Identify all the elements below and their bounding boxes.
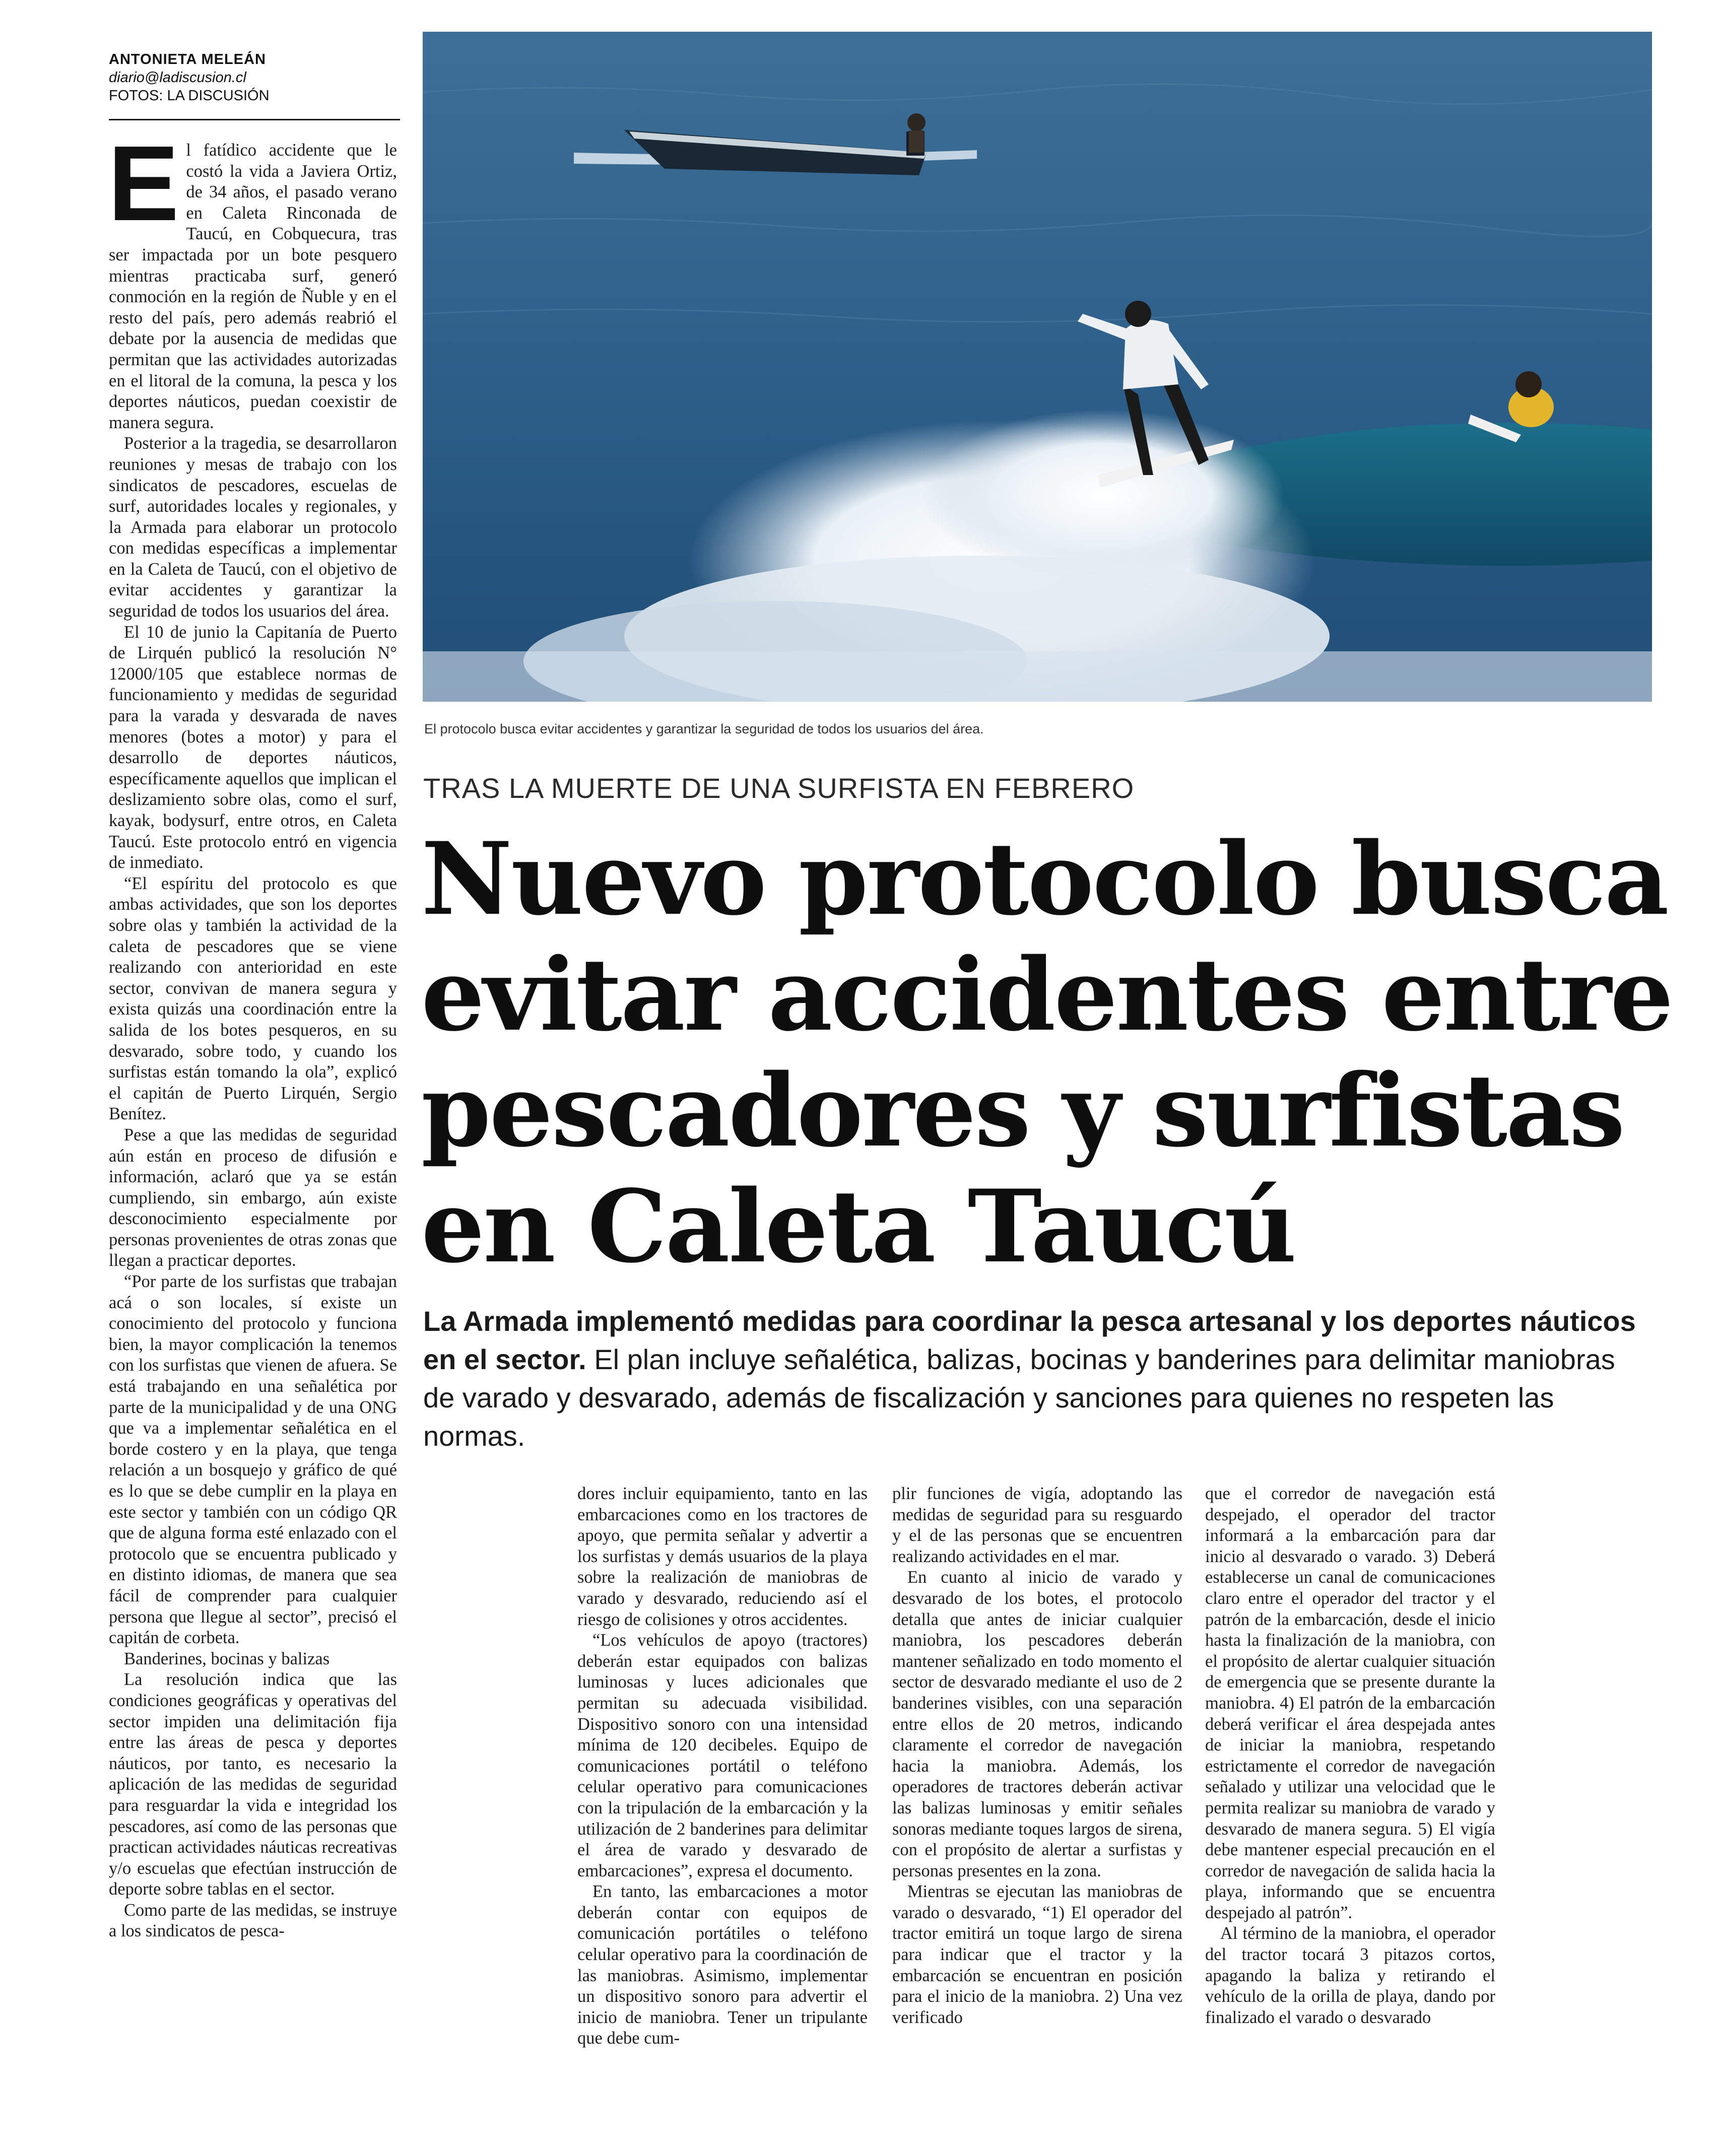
section-subhead: Banderines, bocinas y balizas xyxy=(124,1649,330,1668)
photo-caption: El protocolo busca evitar accidentes y garantizar la seguridad de todos los usuarios del área. xyxy=(424,721,984,736)
photo-credit: FOTOS: LA DISCUSIÓN xyxy=(109,88,270,104)
article-column-3 xyxy=(892,1484,1182,2028)
deck-rest: El plan incluye señalética, balizas, bocinas y banderines para delimitar maniobras de varado y desvarado, además de fiscalización y sanciones para quienes no respeten las normas. xyxy=(423,1343,1615,1452)
surf-photo-illustration xyxy=(423,32,1652,702)
deck xyxy=(423,1302,1652,1455)
article-paragraph: El fatídico accidente que le costó la vida a Javiera Ortiz, de 34 años, el pasado verano en Caleta Rinconada de Taucú, en Cobquecura, tras ser impactada por un bote pesquero mientras practicaba surf, generó conmoción en la región de Ñuble y en el resto del país, pero además reabrió el debate por la ausencia de medidas que permitan que las actividades autorizadas en el litoral de la comuna, la pesca y los deportes náuticos, puedan coexistir de manera segura. xyxy=(108,123,397,432)
article-column-4 xyxy=(1205,1484,1495,2028)
byline-divider xyxy=(109,119,400,120)
author-name: ANTONIETA MELEÁN xyxy=(109,51,266,68)
headline-line: pescadores y surfistas xyxy=(421,1052,1624,1169)
drop-cap: E xyxy=(108,123,179,243)
headline-line: evitar accidentes entre xyxy=(421,936,1672,1053)
article-paragraph: En tanto, las embarcaciones a motor deberán contar con equipos de comunicación portátiles o teléfono celular operativo para la coordinación de las maniobras. Asimismo, implementar un dispositivo sonoro para advertir el inicio de maniobra. Tener un tripulante que debe cum- xyxy=(577,1882,868,2048)
article-paragraph: El 10 de junio la Capitanía de Puerto de Lirquén publicó la resolución N° 12000/105 que establece normas de funcionamiento y medidas de seguridad para la varada y desvarada de naves menores (botes a motor) y para el desarrollo de deportes náuticos, específicamente aquellos que implican el deslizamiento sobre olas, como el surf, kayak, bodysurf, entre otros, en Caleta Taucú. Este protocolo entró en vigencia de inmediato. xyxy=(109,622,397,872)
kicker: TRAS LA MUERTE DE UNA SURFISTA EN FEBRERO xyxy=(423,772,1135,804)
headline-line: Nuevo protocolo busca xyxy=(421,820,1668,937)
article-column-1 xyxy=(108,123,397,1942)
article-paragraph: Mientras se ejecutan las maniobras de varado o desvarado, “1) El operador del tractor emitirá un toque largo de sirena para indicar que el tractor y la embarcación se encuentran en posición para el inicio de la maniobra. 2) Una vez verificado xyxy=(892,1882,1182,2027)
deck-lead: La Armada implementó medidas para coordinar la pesca artesanal y los deportes náuticos en el sector. xyxy=(423,1305,1636,1375)
article-paragraph: que el corredor de navegación está despejado, el operador del tractor informará a la embarcación para dar inicio al desvarado o varado. 3) Deberá establecerse un canal de comunicaciones claro entre el operador del tractor y el patrón de la embarcación, desde el inicio hasta la finalización de la maniobra, con el propósito de alertar cualquier situación de emergencia que se presente durante la maniobra. 4) El patrón de la embarcación deberá verificar el área despejada antes de iniciar la maniobra, respetando estrictamente el corredor de navegación señalado y utilizar una velocidad que le permita realizar su maniobra de varado y desvarado de manera segura. 5) El vigía debe mantener especial precaución en el corredor de navegación de salida hacia la playa, informando que se encuentra despejado al patrón”. xyxy=(1205,1484,1495,1922)
article-paragraph: “El espíritu del protocolo es que ambas actividades, que son los deportes sobre olas y también la actividad de la caleta de pescadores que se viene realizando con anterioridad en este sector, convivan de manera segura y exista quizás una coordinación entre la salida de los botes pesqueros, en su desvarado, sobre todo, y cuando los surfistas están tomando la ola”, explicó el capitán de Puerto Lirquén, Sergio Benítez. xyxy=(109,873,397,1124)
article-column-2 xyxy=(577,1484,868,2049)
article-paragraph: Al término de la maniobra, el operador del tractor tocará 3 pitazos cortos, apagando la baliza y retirando el vehículo de la orilla de playa, dando por finalizado el varado o desvarado xyxy=(1205,1924,1495,2027)
article-paragraph: Posterior a la tragedia, se desarrollaron reuniones y mesas de trabajo con los sindicatos de pescadores, escuelas de surf, autoridades locales y regionales, y la Armada para elaborar un protocolo con medidas específicas a implementar en la Caleta de Taucú, con el objetivo de evitar accidentes y garantizar la seguridad de todos los usuarios del área. xyxy=(109,434,397,621)
byline xyxy=(109,50,401,105)
article-paragraph: En cuanto al inicio de varado y desvarado de los botes, el protocolo detalla que antes de iniciar cualquier maniobra, los pescadores deberán mantener señalizado en todo momento el sector de desvarado mediante el uso de 2 banderines visibles, con una separación entre ellos de 20 metros, indicando claramente el corredor de navegación hacia la maniobra. Además, los operadores de tractores deberán activar las balizas luminosas y emitir señales sonoras mediante toques largos de sirena, con el propósito de alertar a surfistas y personas presentes en la zona. xyxy=(892,1568,1182,1880)
article-photo xyxy=(423,32,1652,702)
article-paragraph: Pese a que las medidas de seguridad aún están en proceso de difusión e información, aclaró que ya se están cumpliendo, sin embargo, aún existe desconocimiento especialmente por personas provenientes de otras zonas que llegan a practicar deportes. xyxy=(109,1125,397,1270)
author-email: diario@ladiscusion.cl xyxy=(109,70,246,86)
headline-line: en Caleta Taucú xyxy=(421,1168,1295,1285)
headline xyxy=(421,821,1671,1285)
article-paragraph: “Los vehículos de apoyo (tractores) deberán estar equipados con balizas luminosas y luces adicionales que permitan su adecuada visibilidad. Dispositivo sonoro con una intensidad mínima de 120 decibeles. Equipo de comunicaciones portátil o teléfono celular operativo para comunicaciones con la tripulación de la embarcación y la utilización de 2 banderines para delimitar el área de varado y desvarado de embarcaciones”, expresa el documento. xyxy=(577,1631,868,1880)
article-paragraph: dores incluir equipamiento, tanto en las embarcaciones como en los tractores de apoyo, que permita señalar y advertir a los surfistas y demás usuarios de la playa sobre la realización de maniobras de varado y desvarado, reduciendo así el riesgo de colisiones y otros accidentes. xyxy=(577,1484,868,1629)
article-paragraph: plir funciones de vigía, adoptando las medidas de seguridad para su resguardo y el de las personas que se encuentren realizando actividades en el mar. xyxy=(892,1484,1182,1566)
article-paragraph: Como parte de las medidas, se instruye a los sindicatos de pesca- xyxy=(109,1900,397,1941)
article-paragraph: “Por parte de los surfistas que trabajan acá o son locales, sí existe un conocimiento del protocolo y funciona bien, la mayor complicación la tenemos con los surfistas que vienen de afuera. Se está trabajando en una señalética por parte de la municipalidad y de una ONG que va a implementar señalética en el borde costero y en la playa, que tenga relación a un bosquejo y gráfico de qué es lo que se debe cumplir en la playa en este sector y también con un código QR que de alguna forma esté enlazado con el protocolo que se encuentra publicado y en distinto idiomas, de manera que sea fácil de comprender para cualquier persona que llegue al sector”, precisó el capitán de corbeta. xyxy=(109,1272,397,1648)
article-paragraph: La resolución indica que las condiciones geográficas y operativas del sector impiden una delimitación fija entre las áreas de pesca y deportes náuticos, por tanto, es necesario la aplicación de las medidas de seguridad para resguardar la vida e integridad los pescadores, así como de las personas que practican actividades náuticas recreativas y/o escuelas que efectúan instrucción de deporte sobre tablas en el sector. xyxy=(109,1670,397,1899)
